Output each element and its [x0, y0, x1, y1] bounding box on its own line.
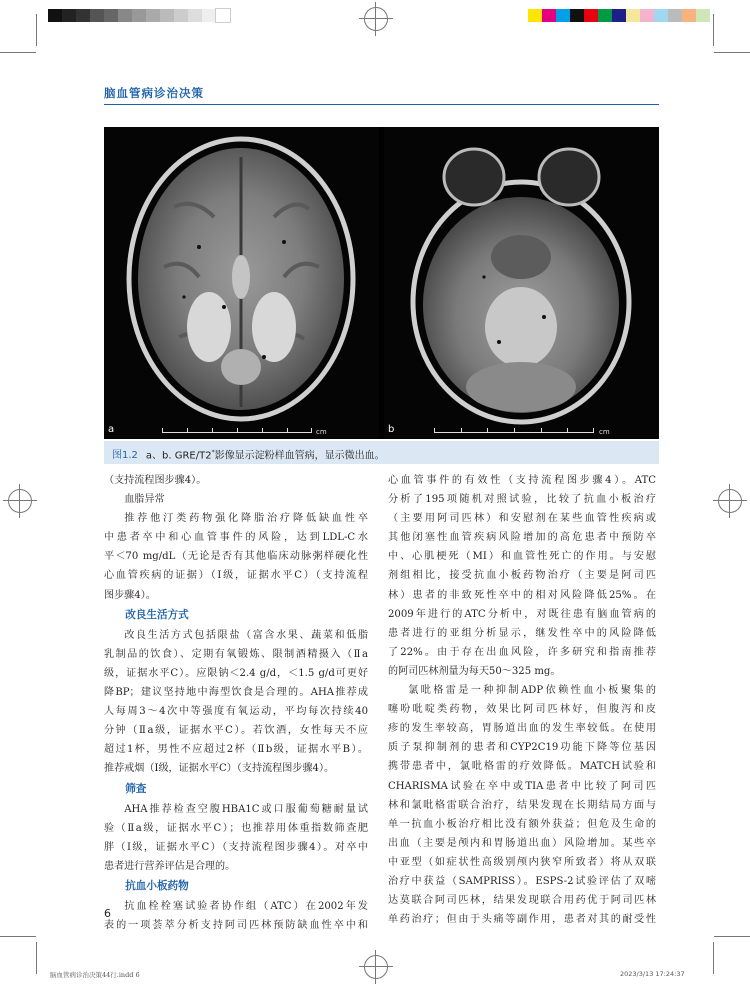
text-line: 患者进行的亚组分析显示，继发性卒中的风险降低 [388, 627, 656, 639]
text-line: 平＜70 mg/dL（无论是否有其他临床动脉粥样硬化性 [104, 551, 368, 563]
caption-text-pre: a、b. GRE/T2 [145, 450, 212, 462]
text-line: CHARISMA试验在卒中或TIA患者中比较了阿司匹 [388, 780, 656, 792]
mri-brain-axial-image-b [384, 127, 659, 439]
text-line: （主要用阿司匹林）和安慰剂在某些血管性疾病或 [388, 513, 656, 525]
panel-label-a: a [108, 424, 115, 435]
text-line: 患者进行营养评估是合理的。 [104, 860, 236, 872]
text-line: 2009年进行的ATC分析中，对既往患有脑血管病的 [388, 608, 656, 620]
caption-superscript: * [211, 449, 215, 456]
text-line: 中亚型（如症状性高级别颅内狭窄所致者）将从双联 [388, 856, 656, 868]
text-line: 携带患者中，氯吡格雷的疗效降低。MATCH试验和 [388, 761, 656, 773]
header-rule [104, 104, 659, 105]
mri-brain-axial-image-a [104, 127, 379, 439]
paragraph-continuation: （支持流程图步骤4）。 [104, 475, 207, 486]
text-line: 验（Ⅱa级，证据水平C）；也推荐用体重指数筛查肥 [104, 822, 368, 834]
text-line: 氯吡格雷是一种抑制ADP依赖性血小板聚集的 [408, 685, 656, 697]
right-text-column [388, 471, 656, 929]
text-line: 人每周3～4次中等强度有氧运动，平均每次持续40 [104, 706, 368, 718]
text-line: 的阿司匹林剂量为每天50～325 mg。 [388, 665, 561, 677]
paragraph-statin [104, 509, 368, 604]
crop-mark [0, 936, 36, 937]
text-line: 超过1杯，男性不应超过2杯（Ⅱb级，证据水平B）。 [104, 744, 368, 756]
text-line: 乳制品的饮食）、定期有氧锻炼、限制酒精摄入（Ⅱa [104, 648, 368, 660]
mri-panel-b [384, 127, 659, 439]
caption-label: 图1.2 [112, 450, 138, 462]
panel-label-b: b [388, 424, 395, 435]
mri-panel-a [104, 127, 379, 439]
text-line: 图步骤4）。 [104, 589, 156, 601]
text-line: 了22%。由于存在出血风险，许多研究和指南推荐 [388, 646, 656, 658]
text-line: 出血（主要是颅内和胃肠道出血）风险增加。某些卒 [388, 837, 656, 849]
text-line: 分析了195项随机对照试验，比较了抗血小板治疗 [388, 494, 656, 506]
text-line: 剂组相比，接受抗血小板药物治疗（主要是阿司匹 [388, 570, 656, 582]
crop-mark [36, 14, 37, 46]
text-line: 疹的发生率较高，胃肠道出血的发生率较低。在使用 [388, 723, 656, 735]
text-line: 其他闭塞性血管疾病风险增加的高危患者中预防卒 [388, 532, 656, 544]
scale-bar-b [434, 424, 594, 433]
text-line: AHA推荐检查空腹HBA1C或口服葡萄糖耐量试 [124, 803, 368, 815]
text-line: 表的一项荟萃分析支持阿司匹林预防缺血性卒中和 [104, 920, 368, 932]
text-line: 级，证据水平C）。应限钠＜2.4 g/d，＜1.5 g/d可更好 [104, 667, 368, 679]
text-line: 中、心肌梗死（MI）和血管性死亡的作用。与安慰 [388, 551, 656, 563]
figure-caption [104, 441, 659, 464]
text-line: 中患者卒中和心血管事件的风险，达到LDL-C水 [104, 532, 368, 544]
text-line: 达莫联合阿司匹林，结果发现联合用药优于阿司匹林 [388, 895, 656, 907]
section-heading-screening: 筛查 [125, 782, 147, 795]
section-heading-antiplatelet: 抗血小板药物 [125, 879, 189, 892]
text-line: 抗血栓栓塞试验者协作组（ATC）在2002年发 [124, 901, 368, 913]
registration-mark-bottom [364, 955, 388, 979]
paragraph-atc [104, 897, 368, 935]
paragraph-lifestyle [104, 626, 368, 779]
scale-bar-a [162, 424, 312, 433]
text-line: 噻吩吡啶类药物，效果比阿司匹林好，但腹泻和皮 [388, 704, 656, 716]
crop-mark [714, 52, 750, 53]
running-head: 脑血管病诊治决策 [104, 86, 204, 100]
text-line: 胖（Ⅰ级，证据水平C）（支持流程图步骤4）。对卒中 [104, 841, 368, 853]
text-line: 单一抗血小板治疗相比没有额外获益；但危及生命的 [388, 818, 656, 830]
text-line: 推荐戒烟（Ⅰ级，证据水平C）（支持流程图步骤4）。 [104, 763, 335, 775]
crop-mark [713, 14, 714, 46]
paragraph-clopidogrel [388, 681, 656, 929]
text-line: 降BP；建议坚持地中海型饮食是合理的。AHA推荐成 [104, 687, 368, 699]
scale-unit-b: cm [599, 428, 610, 436]
registration-mark-top [364, 7, 388, 31]
text-line: 心血管事件的有效性（支持流程图步骤4）。ATC [388, 475, 656, 486]
crop-mark [714, 936, 750, 937]
page-number: 6 [104, 907, 111, 920]
text-line: 分钟（Ⅱa级，证据水平C）。若饮酒，女性每天不应 [104, 725, 368, 737]
left-text-column [104, 471, 368, 935]
crop-mark [36, 942, 37, 974]
process-color-bar [528, 9, 710, 22]
mri-figure [104, 127, 659, 439]
subheading-dyslipidemia: 血脂异常 [124, 494, 165, 506]
text-line: 改良生活方式包括限盐（富含水果、蔬菜和低脂 [124, 629, 368, 641]
footer-file-name: 脑血管病诊治决策44行.indd 6 [50, 971, 140, 979]
caption-text-post: 影像显示淀粉样血管病，显示微出血。 [214, 450, 385, 462]
footer-timestamp: 2023/3/13 17:24:37 [620, 970, 685, 978]
paragraph-atc-continued [388, 471, 656, 681]
registration-mark-right [718, 489, 742, 513]
paragraph-screening [104, 800, 368, 876]
crop-mark [0, 52, 36, 53]
crop-mark [713, 942, 714, 974]
grayscale-color-bar [48, 9, 230, 22]
section-heading-lifestyle: 改良生活方式 [125, 608, 189, 621]
text-line: 林和氯吡格雷联合治疗，结果发现在长期结局方面与 [388, 799, 656, 811]
text-line: 单药治疗；但由于头痛等副作用，患者对其的耐受性 [388, 914, 656, 926]
text-line: 治疗中获益（SAMPRISS）。ESPS-2试验评估了双嘧 [388, 875, 656, 887]
text-line: 心血管疾病的证据）（Ⅰ级，证据水平C）（支持流程 [104, 570, 368, 582]
registration-mark-left [8, 489, 32, 513]
text-line: 质子泵抑制剂的患者和CYP2C19功能下降等位基因 [388, 742, 656, 754]
scale-unit-a: cm [316, 428, 327, 436]
text-line: 推荐他汀类药物强化降脂治疗降低缺血性卒 [124, 513, 368, 525]
text-line: 林）患者的非致死性卒中的相对风险降低25%。在 [388, 589, 656, 601]
